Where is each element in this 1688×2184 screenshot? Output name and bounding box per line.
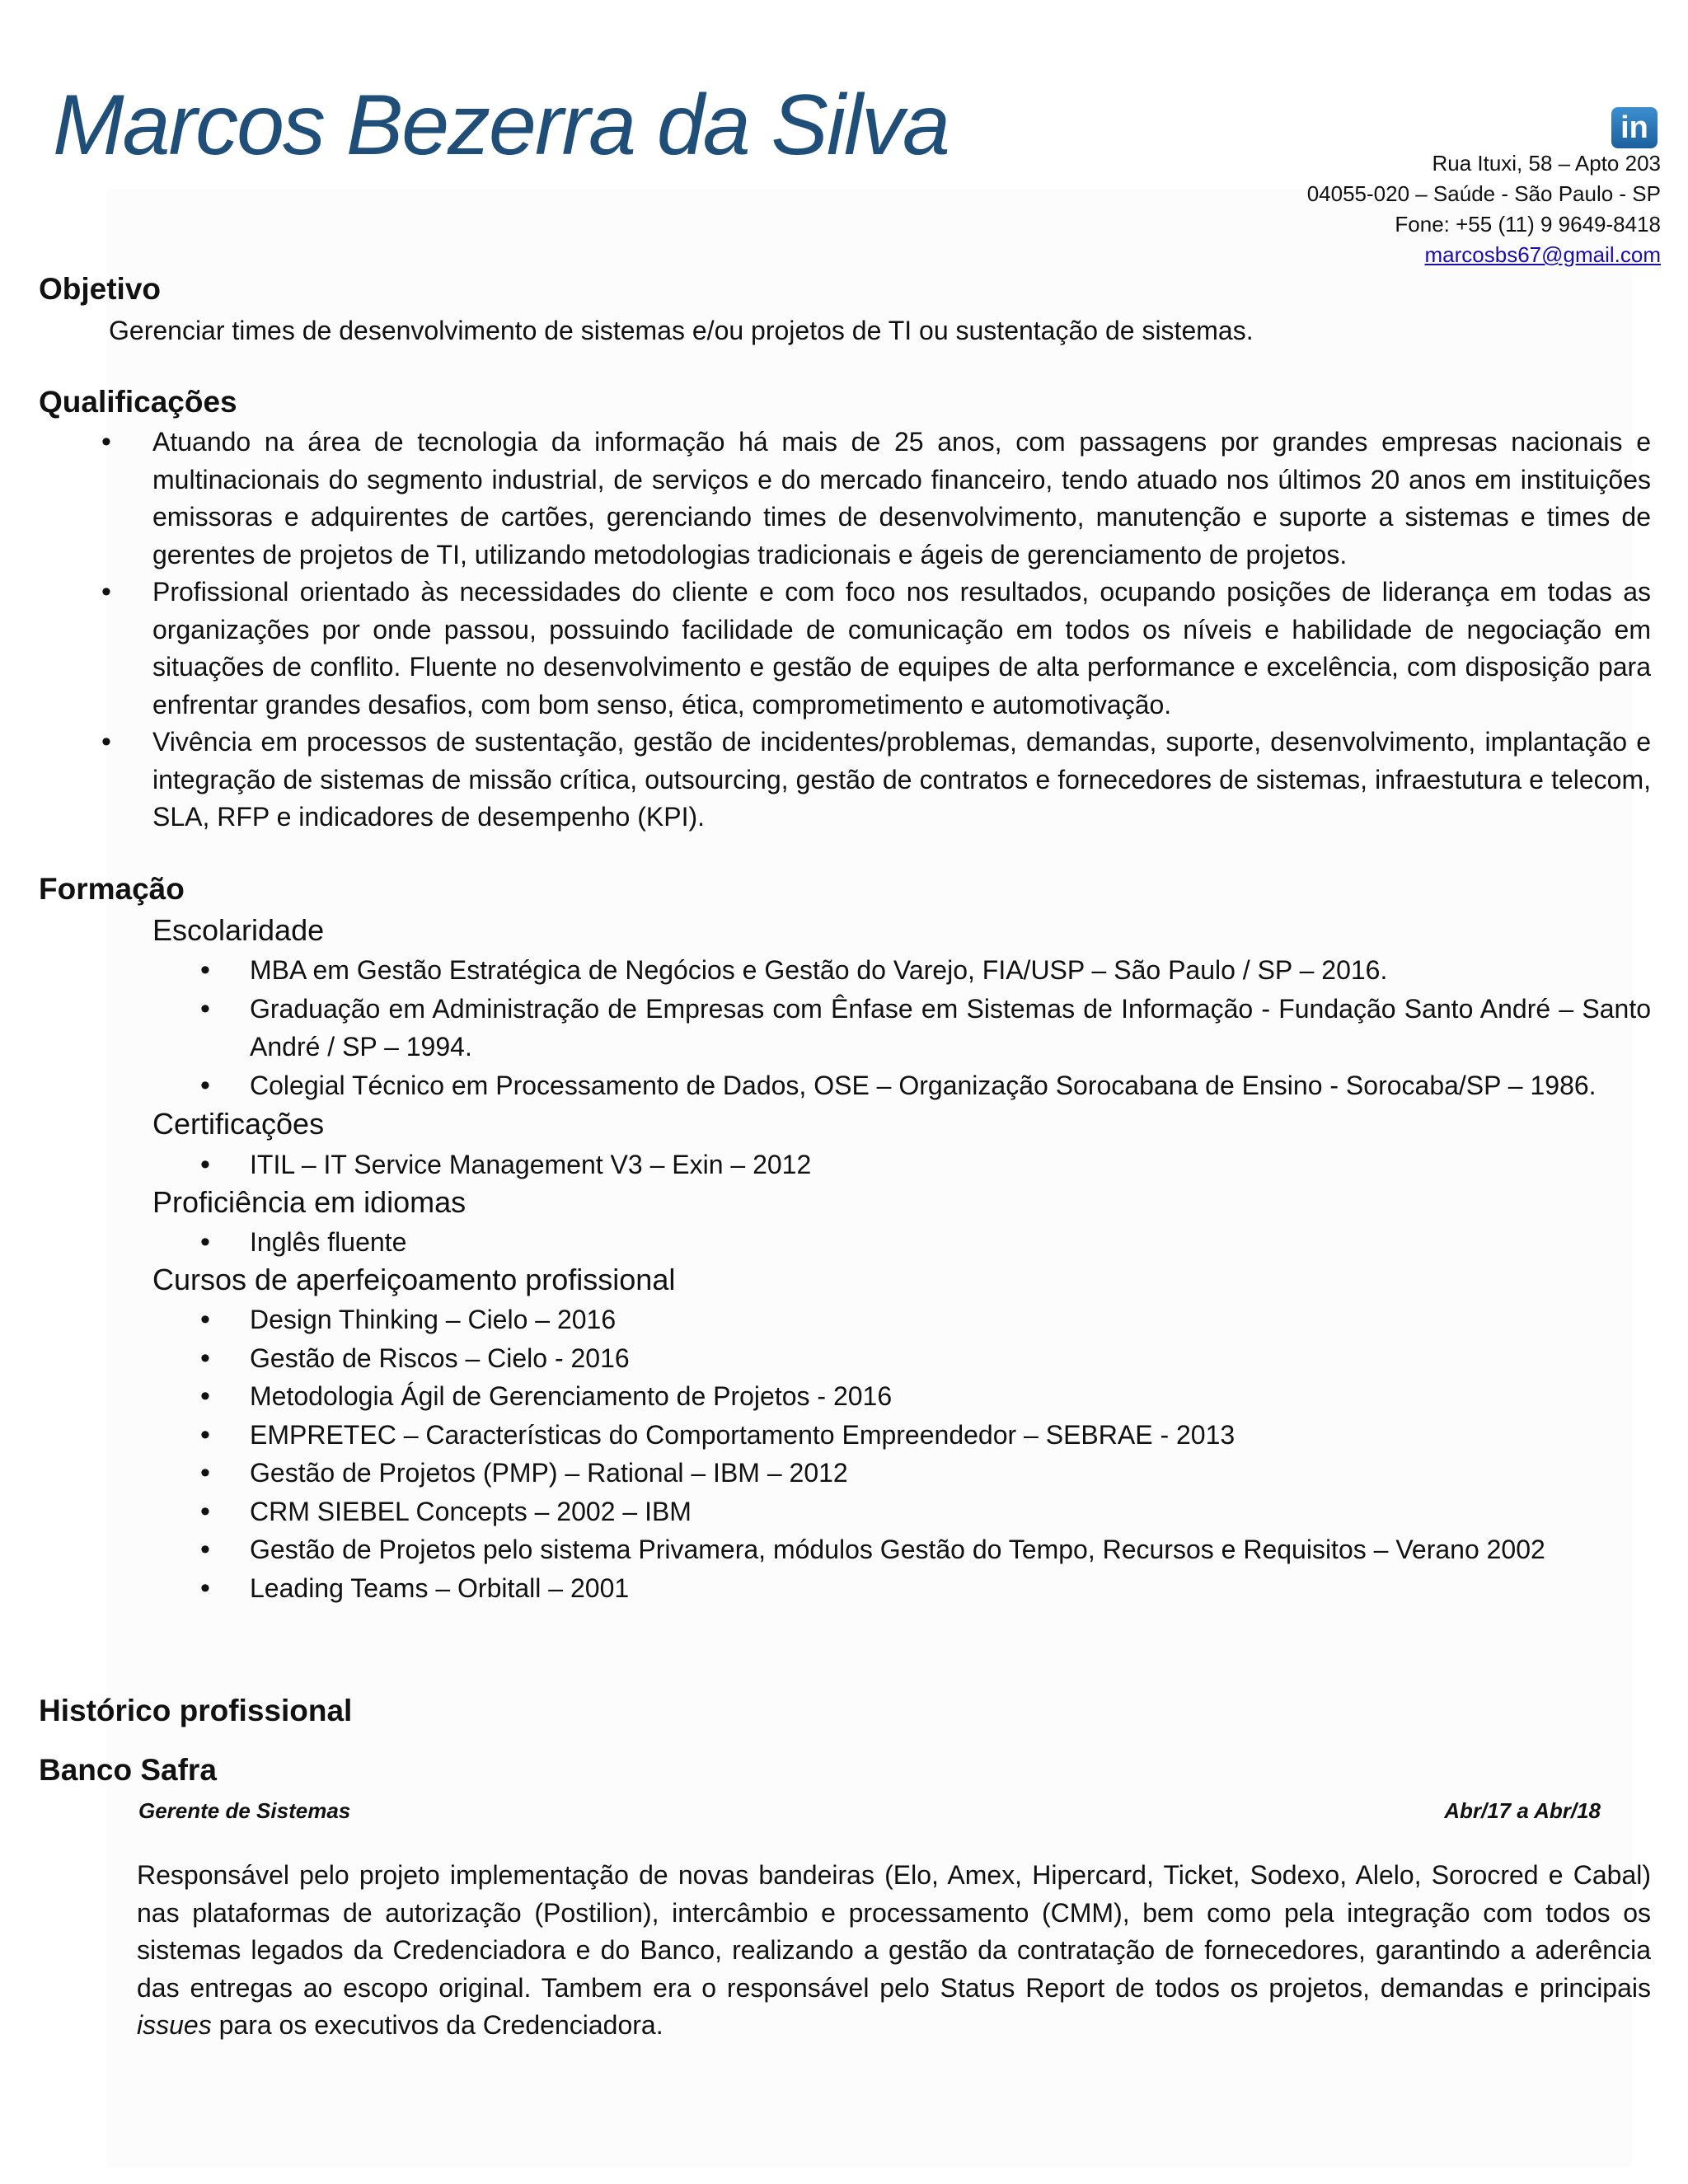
qualificacoes-list bbox=[152, 424, 1651, 837]
company-name: Banco Safra bbox=[39, 1753, 217, 1787]
job-description-end: para os executivos da Credenciadora. bbox=[211, 2010, 663, 2040]
section-title-formacao: Formação bbox=[39, 872, 185, 906]
list-item: • Gestão de Projetos (PMP) – Rational – IBM – 2012 bbox=[250, 1454, 1651, 1493]
list-item: • EMPRETEC – Características do Comportamento Empreendedor – SEBRAE - 2013 bbox=[250, 1416, 1651, 1455]
list-item: • ITIL – IT Service Management V3 – Exin – 2012 bbox=[250, 1146, 1651, 1184]
list-item: • Metodologia Ágil de Gerenciamento de Projetos - 2016 bbox=[250, 1377, 1651, 1416]
address-line-2: 04055-020 – Saúde - São Paulo - SP bbox=[1306, 181, 1661, 206]
list-item: • Gestão de Riscos – Cielo - 2016 bbox=[250, 1339, 1651, 1378]
certificacoes-list bbox=[250, 1146, 1651, 1184]
list-item: • CRM SIEBEL Concepts – 2002 – IBM bbox=[250, 1493, 1651, 1531]
email-link[interactable]: marcosbs67@gmail.com bbox=[1424, 242, 1661, 267]
list-item: • Inglês fluente bbox=[250, 1223, 1651, 1262]
subsection-cursos: Cursos de aperfeiçoamento profissional bbox=[152, 1263, 676, 1296]
list-item: • Gestão de Projetos pelo sistema Privamera, módulos Gestão do Tempo, Recursos e Requisitos – Verano 2002 bbox=[250, 1530, 1651, 1569]
section-title-qualificacoes: Qualificações bbox=[39, 385, 237, 419]
cursos-list bbox=[250, 1301, 1651, 1607]
linkedin-icon[interactable]: in bbox=[1611, 107, 1658, 148]
job-role: Gerente de Sistemas bbox=[138, 1798, 351, 1823]
subsection-escolaridade: Escolaridade bbox=[152, 913, 325, 947]
list-item: • Colegial Técnico em Processamento de Dados, OSE – Organização Sorocabana de Ensino - Sorocaba/SP – 1986. bbox=[250, 1066, 1651, 1105]
list-item: • Graduação em Administração de Empresas com Ênfase em Sistemas de Informação - Fundação Santo André – Santo André / SP – 1994. bbox=[250, 990, 1651, 1066]
contact-block bbox=[1307, 148, 1661, 270]
job-description-italic: issues bbox=[137, 2010, 212, 2040]
job-description bbox=[137, 1857, 1651, 2045]
candidate-name: Marcos Bezerra da Silva bbox=[53, 77, 949, 173]
address-line-1: Rua Ituxi, 58 – Apto 203 bbox=[1432, 151, 1661, 176]
idiomas-list bbox=[250, 1223, 1651, 1262]
job-period: Abr/17 a Abr/18 bbox=[1444, 1798, 1601, 1823]
job-description-main: Responsável pelo projeto implementação de novas bandeiras (Elo, Amex, Hipercard, Ticket, Sodexo, Alelo, Sorocred e Cabal) nas plataformas de autorização (Postilion), intercâmbio e processamento (CMM), bem como pela integração com todos os sistemas legados da Credenciadora e do Banco, realizando a gestão da contratação de fornecedores, garantindo a aderência das entregas ao escopo original. Tambem era o responsável pelo Status Report de todos os projetos, demandas e principais bbox=[137, 1860, 1651, 2003]
list-item: • Vivência em processos de sustentação, gestão de incidentes/problemas, demandas, suporte, desenvolvimento, implantação e integração de sistemas de missão crítica, outsourcing, gestão de contratos e fornecedores de sistemas, infraestutura e telecom, SLA, RFP e indicadores de desempenho (KPI). bbox=[152, 724, 1651, 837]
list-item: • Atuando na área de tecnologia da informação há mais de 25 anos, com passagens por grandes empresas nacionais e multinacionais do segmento industrial, de serviços e do mercado financeiro, tendo atuado nos últimos 20 anos em instituições emissoras e adquirentes de cartões, gerenciando times de desenvolvimento, manutenção e suporte a sistemas e times de gerentes de projetos de TI, utilizando metodologias tradicionais e ágeis de gerenciamento de projetos. bbox=[152, 424, 1651, 574]
list-item: • Leading Teams – Orbitall – 2001 bbox=[250, 1569, 1651, 1608]
section-title-objetivo: Objetivo bbox=[39, 272, 162, 306]
subsection-certificacoes: Certificações bbox=[152, 1107, 325, 1141]
section-title-historico: Histórico profissional bbox=[39, 1694, 353, 1727]
subsection-idiomas: Proficiência em idiomas bbox=[152, 1185, 467, 1219]
objetivo-text: Gerenciar times de desenvolvimento de sistemas e/ou projetos de TI ou sustentação de sistemas. bbox=[109, 316, 1254, 345]
list-item: • Design Thinking – Cielo – 2016 bbox=[250, 1301, 1651, 1339]
list-item: • MBA em Gestão Estratégica de Negócios e Gestão do Varejo, FIA/USP – São Paulo / SP – 2016. bbox=[250, 951, 1651, 990]
escolaridade-list bbox=[250, 951, 1651, 1104]
list-item: • Profissional orientado às necessidades do cliente e com foco nos resultados, ocupando posições de liderança em todas as organizações por onde passou, possuindo facilidade de comunicação em todos os níveis e habilidade de negociação em situações de conflito. Fluente no desenvolvimento e gestão de equipes de alta performance e excelência, com disposição para enfrentar grandes desafios, com bom senso, ética, comprometimento e automotivação. bbox=[152, 574, 1651, 724]
phone: Fone: +55 (11) 9 9649-8418 bbox=[1395, 212, 1661, 237]
